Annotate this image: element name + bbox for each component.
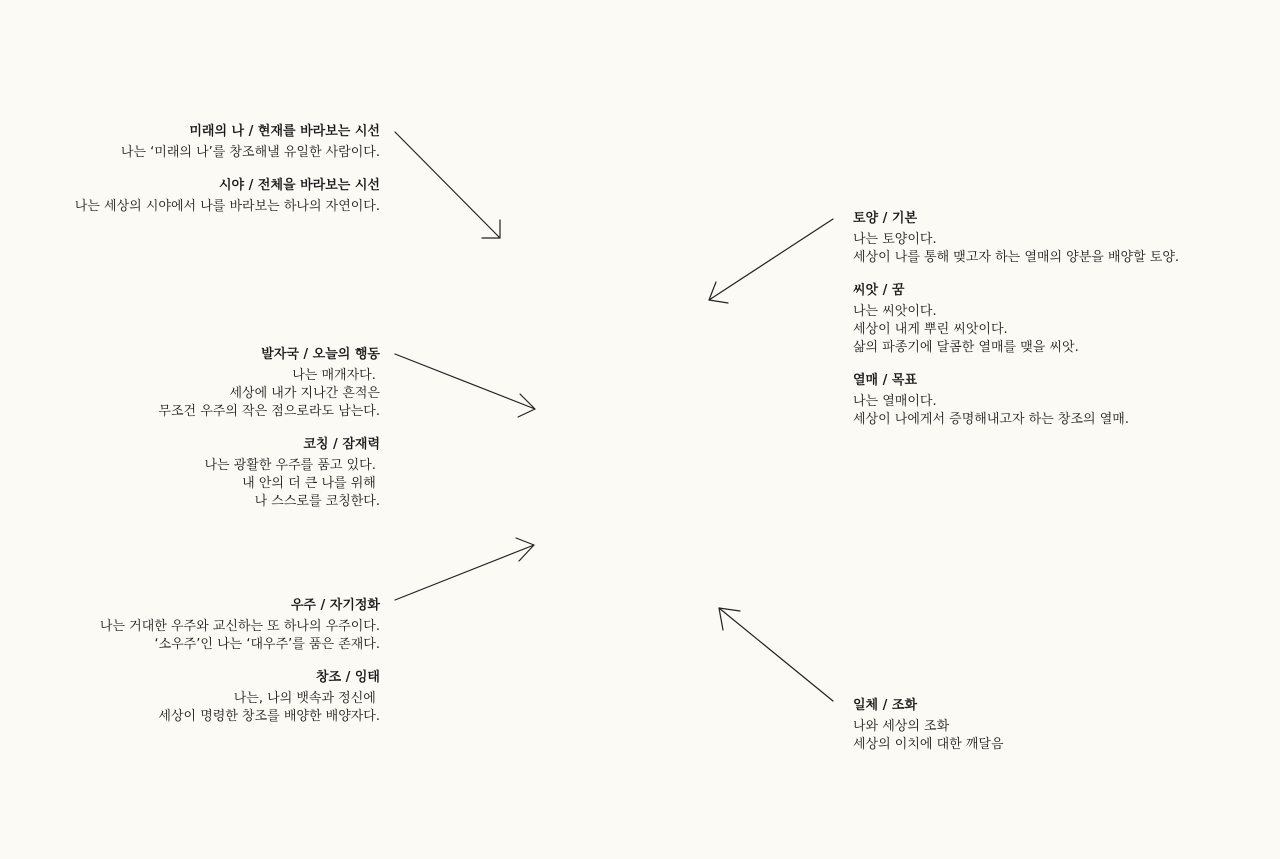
- item-line: 나는 세상의 시야에서 나를 바라보는 하나의 자연이다.: [74, 199, 380, 214]
- item-coaching: [158, 436, 380, 511]
- item-title: 시야 / 전체을 바라보는 시선: [219, 178, 380, 193]
- item-line: 나는 거대한 우주와 교신하는 또 하나의 우주이다.: [99, 619, 380, 634]
- item-title: 미래의 나 / 현재를 바라보는 시선: [189, 124, 380, 139]
- item-line: 나는 씨앗이다.: [853, 304, 937, 319]
- item-line: ‘소우주’인 나는 ‘대우주’를 품은 존재다.: [154, 637, 380, 652]
- arrow-middle-left: [395, 354, 535, 417]
- item-title: 씨앗 / 꿈: [853, 283, 905, 298]
- item-fruit: [853, 372, 1179, 429]
- item-line: 세상에 내가 지나간 흔적은: [229, 386, 380, 401]
- arrow-top-left: [395, 132, 500, 238]
- item-line: 삶의 파종기에 달콤한 열매를 맺을 씨앗.: [853, 340, 1079, 355]
- item-line: 나는 매개자다.: [292, 368, 380, 383]
- item-future-me: [75, 123, 380, 162]
- item-title: 창조 / 잉태: [315, 670, 380, 685]
- left-group-3: [100, 597, 380, 726]
- item-title: 발자국 / 오늘의 행동: [261, 347, 380, 362]
- left-group-2: [158, 346, 380, 511]
- arrow-top-right: [709, 219, 833, 303]
- item-line: 나는 ‘미래의 나’를 창조해낼 유일한 사람이다.: [120, 145, 380, 160]
- right-group-1: [853, 210, 1179, 429]
- item-line: 나는 열매이다.: [853, 394, 937, 409]
- item-unity: [853, 697, 1004, 754]
- item-creation: [100, 669, 380, 726]
- item-line: 세상이 내게 뿌린 씨앗이다.: [853, 322, 1008, 337]
- item-seed: [853, 282, 1179, 357]
- item-line: 나는 광활한 우주를 품고 있다.: [204, 458, 380, 473]
- item-universe: [100, 597, 380, 654]
- item-line: 나 스스로를 코칭한다.: [254, 494, 380, 509]
- item-footprint: [158, 346, 380, 421]
- item-title: 코칭 / 잠재력: [303, 437, 380, 452]
- item-soil: [853, 210, 1179, 267]
- item-title: 일체 / 조화: [853, 698, 918, 713]
- right-group-2: [853, 697, 1004, 754]
- item-line: 세상이 명령한 창조를 배양한 배양자다.: [158, 709, 380, 724]
- item-line: 나는, 나의 뱃속과 정신에: [233, 691, 380, 706]
- left-group-1: [75, 123, 380, 216]
- item-vision: [75, 177, 380, 216]
- item-title: 토양 / 기본: [853, 211, 918, 226]
- item-line: 세상이 나에게서 증명해내고자 하는 창조의 열매.: [853, 412, 1129, 427]
- item-title: 우주 / 자기정화: [290, 598, 380, 613]
- item-title: 열매 / 목표: [853, 373, 918, 388]
- arrow-bottom-right: [719, 608, 833, 701]
- item-line: 세상의 이치에 대한 깨달음: [853, 737, 1004, 752]
- item-line: 세상이 나를 통해 맺고자 하는 열매의 양분을 배양할 토양.: [853, 250, 1180, 265]
- item-line: 나와 세상의 조화: [853, 719, 950, 734]
- item-line: 나는 토양이다.: [853, 232, 937, 247]
- item-line: 내 안의 더 큰 나를 위해: [242, 476, 380, 491]
- arrow-bottom-left: [395, 538, 534, 600]
- item-line: 무조건 우주의 작은 점으로라도 남는다.: [158, 404, 380, 419]
